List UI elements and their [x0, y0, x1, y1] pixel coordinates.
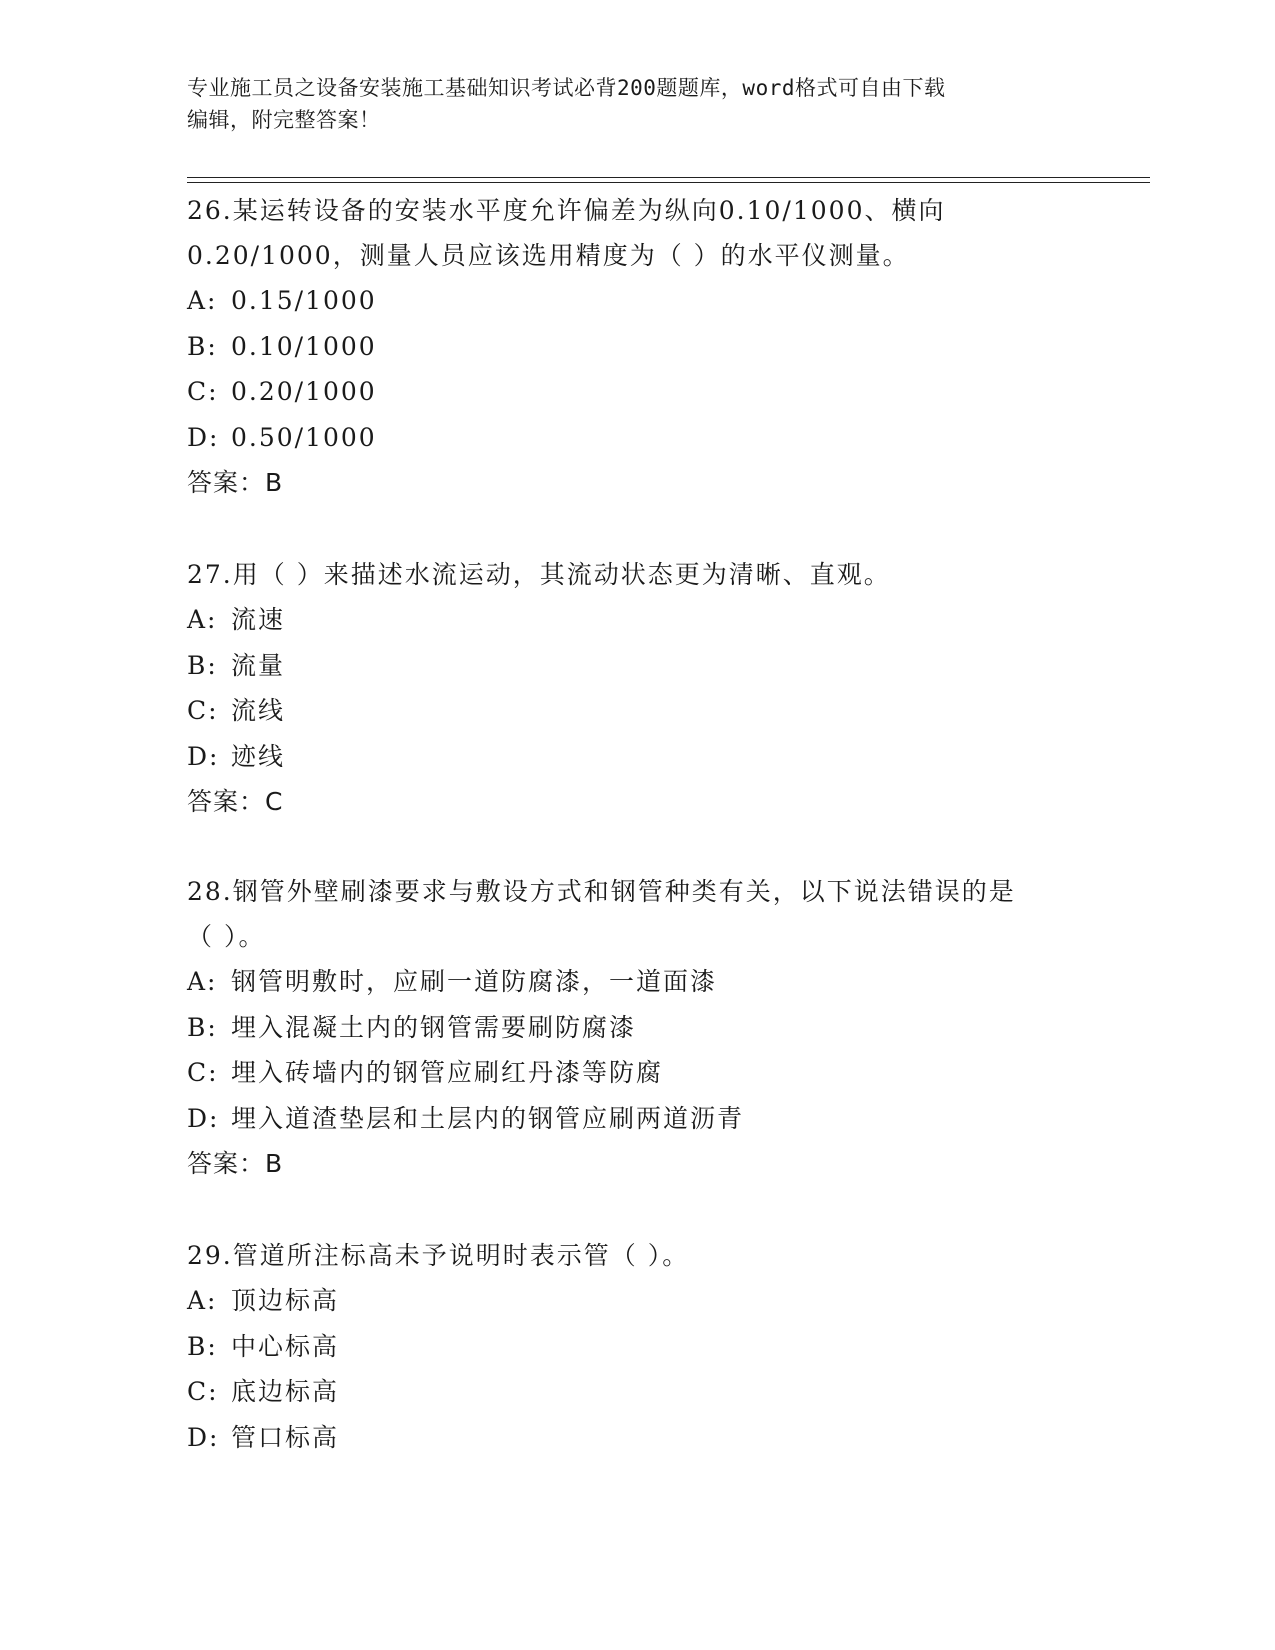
option-d [187, 1415, 1087, 1461]
header-line-2: 编辑，附完整答案！ [187, 108, 381, 132]
answer-line: 答案：B [187, 468, 284, 497]
option-text: 底边标高 [231, 1377, 340, 1406]
question-26 [187, 188, 1087, 505]
option-text: 流速 [231, 605, 286, 634]
header-divider-top [187, 177, 1150, 178]
answer-line: 答案：B [187, 1149, 284, 1178]
option-text: 0.20/1000 [231, 377, 377, 406]
option-letter: C: [187, 1377, 219, 1406]
option-b [187, 643, 1087, 689]
option-letter: D: [187, 1103, 220, 1133]
option-letter: A: [187, 605, 218, 634]
option-text: 迹线 [231, 741, 286, 771]
option-letter: C: [187, 1058, 219, 1087]
option-d [187, 415, 1087, 461]
option-letter: C: [187, 377, 219, 406]
option-c [187, 1369, 1087, 1415]
option-c [187, 369, 1087, 415]
option-text: 0.50/1000 [231, 422, 377, 452]
option-a [187, 959, 1087, 1005]
option-b [187, 1324, 1087, 1370]
option-text: 钢管明敷时，应刷一道防腐漆，一道面漆 [231, 967, 718, 996]
question-stem-line: 29.管道所注标高未予说明时表示管（ ）。 [187, 1241, 690, 1270]
option-text: 0.15/1000 [231, 286, 377, 315]
header-divider-bottom [187, 182, 1150, 183]
option-text: 中心标高 [231, 1331, 340, 1361]
question-stem-line: 28.钢管外壁刷漆要求与敷设方式和钢管种类有关，以下说法错误的是 [187, 877, 1016, 906]
question-stem-line: 27.用（ ）来描述水流运动，其流动状态更为清晰、直观。 [187, 560, 891, 589]
option-letter: D: [187, 1422, 220, 1452]
answer-line: 答案：C [187, 787, 284, 816]
option-d [187, 734, 1087, 780]
question-stem-line: 26.某运转设备的安装水平度允许偏差为纵向0.10/1000、横向 [187, 196, 946, 225]
option-text: 0.10/1000 [231, 331, 377, 361]
option-letter: B: [187, 650, 218, 680]
option-text: 流量 [231, 650, 286, 680]
option-a [187, 278, 1087, 324]
option-letter: C: [187, 696, 219, 725]
option-letter: D: [187, 741, 220, 771]
question-stem-line: 0.20/1000，测量人员应该选用精度为（ ）的水平仪测量。 [187, 241, 910, 270]
option-letter: A: [187, 286, 218, 315]
option-a [187, 1278, 1087, 1324]
option-text: 管口标高 [231, 1422, 340, 1452]
option-letter: B: [187, 331, 218, 361]
option-d [187, 1096, 1087, 1142]
header-line-1: 专业施工员之设备安装施工基础知识考试必背200题题库，word格式可自由下载 [187, 76, 946, 100]
option-b [187, 1005, 1087, 1051]
question-29 [187, 1233, 1087, 1460]
option-b [187, 324, 1087, 370]
option-letter: D: [187, 422, 220, 452]
option-letter: B: [187, 1012, 218, 1042]
option-text: 流线 [231, 696, 286, 725]
option-text: 埋入混凝土内的钢管需要刷防腐漆 [231, 1012, 637, 1042]
option-letter: A: [187, 967, 218, 996]
option-text: 埋入砖墙内的钢管应刷红丹漆等防腐 [231, 1058, 664, 1087]
option-a [187, 597, 1087, 643]
option-letter: B: [187, 1331, 218, 1361]
question-28 [187, 869, 1087, 1186]
option-text: 顶边标高 [231, 1286, 340, 1315]
option-text: 埋入道渣垫层和土层内的钢管应刷两道沥青 [231, 1103, 745, 1133]
option-c [187, 1050, 1087, 1096]
question-27 [187, 552, 1087, 824]
document-header [187, 72, 1087, 136]
question-stem-line: （ ）。 [187, 922, 266, 951]
option-letter: A: [187, 1286, 218, 1315]
option-c [187, 688, 1087, 734]
